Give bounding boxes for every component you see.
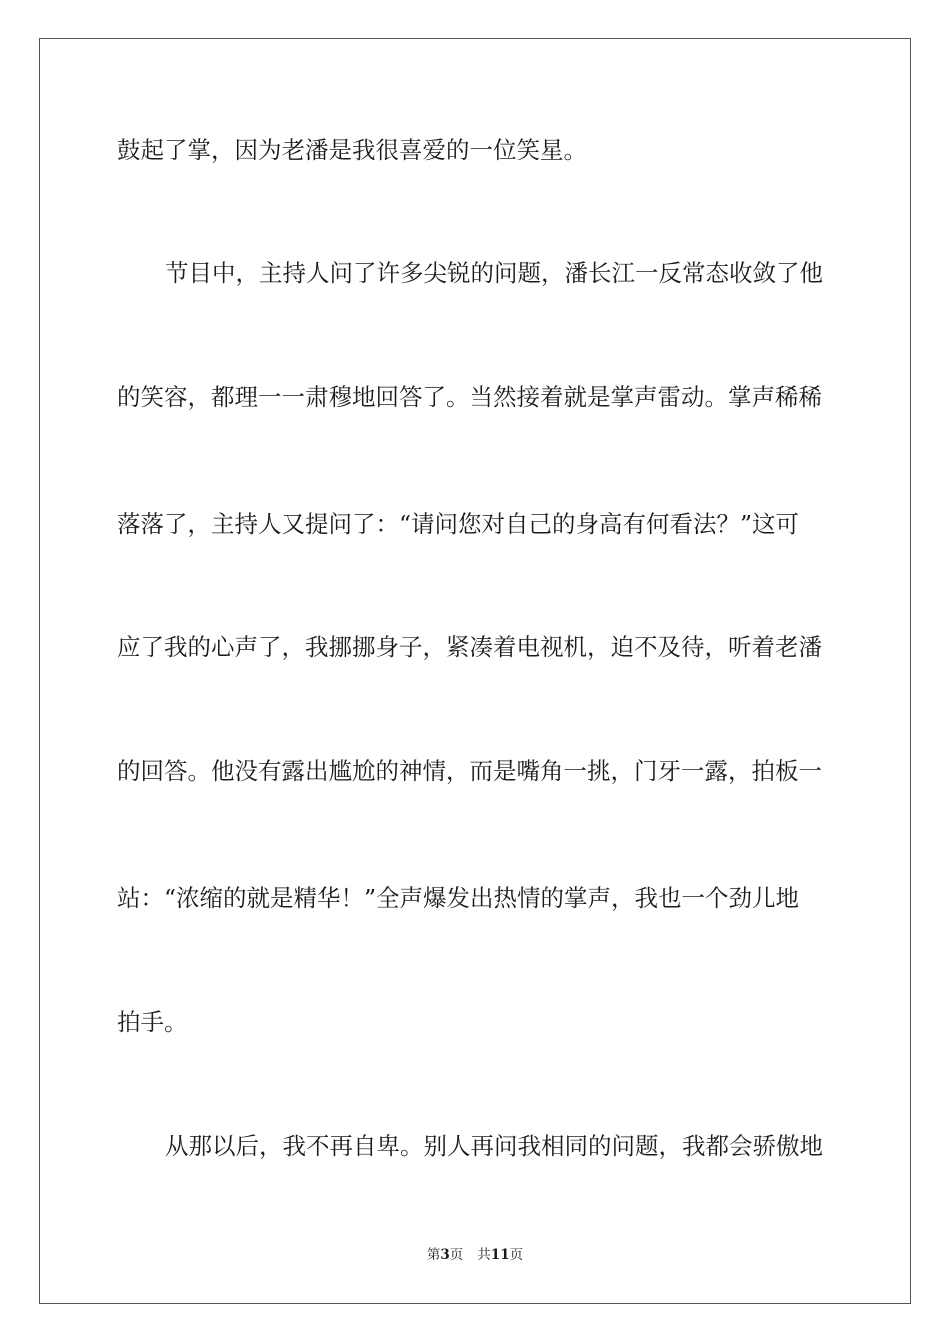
- text-line-3: 的笑容，都理一一肃穆地回答了。当然接着就是掌声雷动。掌声稀稀: [117, 383, 822, 411]
- total-pages: 11: [490, 1247, 510, 1263]
- text-line-2: 节目中，主持人问了许多尖锐的问题，潘长江一反常态收敛了他: [165, 259, 823, 287]
- text-line-4: 落落了，主持人又提问了：“请问您对自己的身高有何看法？”这可: [117, 510, 800, 538]
- text-line-7: 站：“浓缩的就是精华！”全声爆发出热情的掌声，我也一个劲儿地: [117, 884, 800, 912]
- page-label-prefix: 第: [426, 1247, 441, 1263]
- text-line-8: 拍手。: [117, 1008, 188, 1036]
- page-frame: [39, 38, 911, 1304]
- text-line-9: 从那以后，我不再自卑。别人再问我相同的问题，我都会骄傲地: [165, 1132, 823, 1160]
- page-footer: [0, 1246, 950, 1264]
- text-line-1: 鼓起了掌，因为老潘是我很喜爱的一位笑星。: [117, 136, 587, 164]
- text-line-6: 的回答。他没有露出尴尬的神情，而是嘴角一挑，门牙一露，拍板一: [117, 757, 822, 785]
- text-line-5: 应了我的心声了，我挪挪身子，紧凑着电视机，迫不及待，听着老潘: [117, 633, 822, 661]
- total-label-prefix: 共: [477, 1247, 491, 1263]
- page-number: 3: [440, 1247, 450, 1263]
- page-label-suffix: 页: [449, 1247, 464, 1263]
- total-label-suffix: 页: [509, 1247, 524, 1263]
